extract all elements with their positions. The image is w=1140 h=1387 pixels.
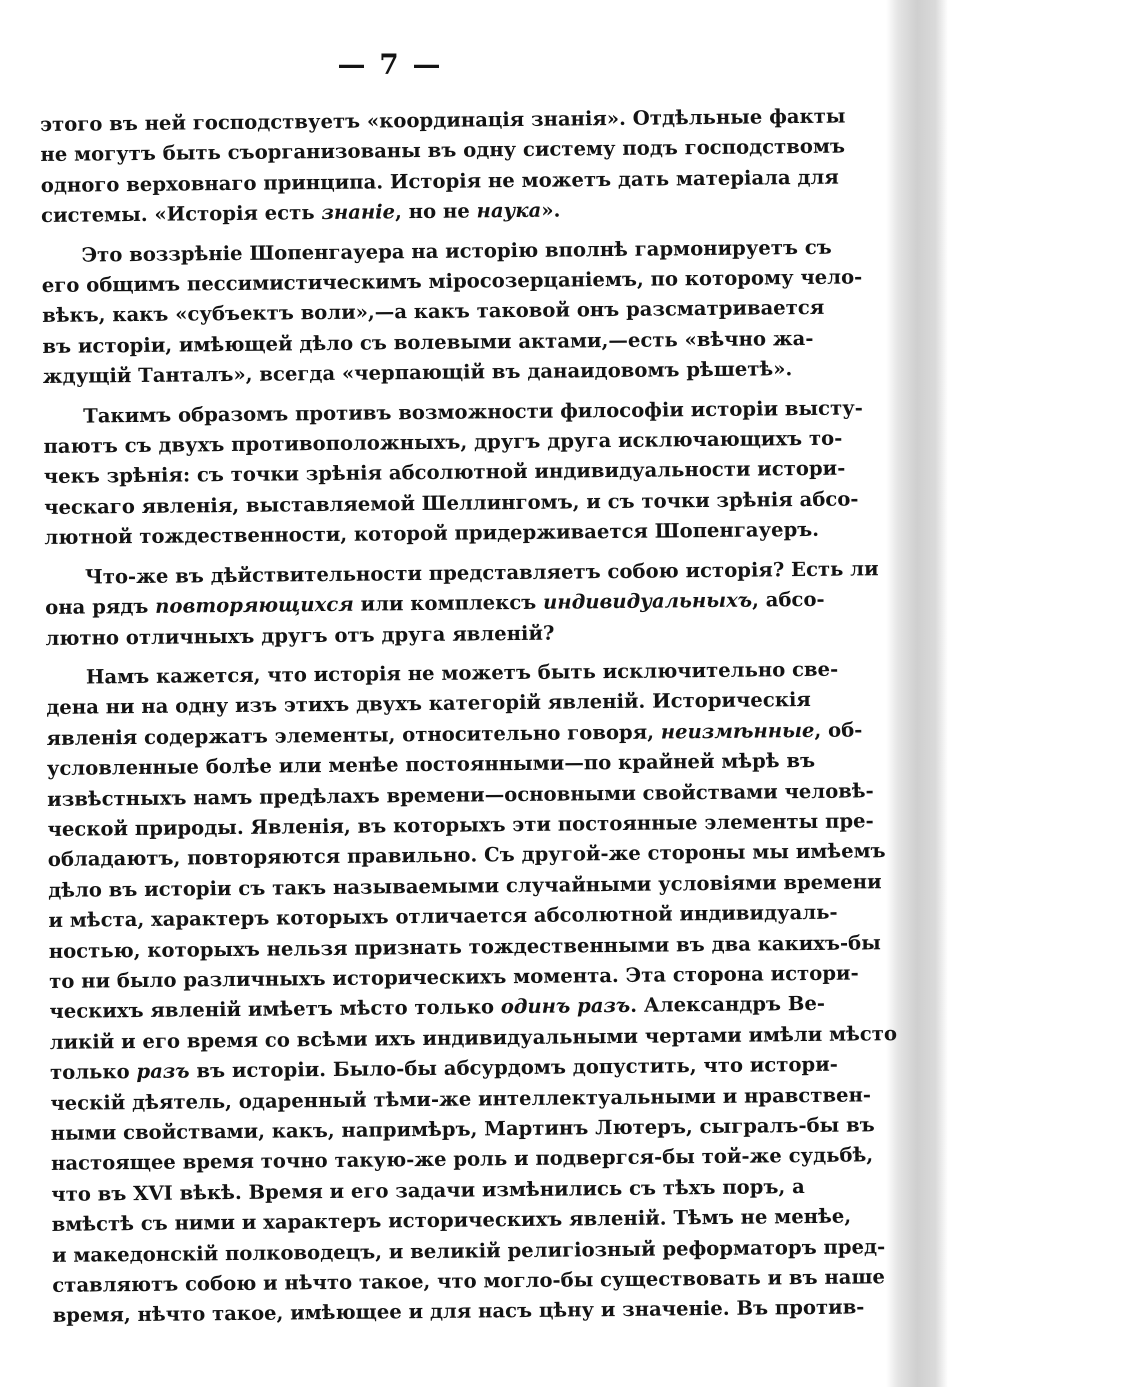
text-run: въ исторіи. Было-бы абсурдомъ допустить, что истори- bbox=[189, 1052, 838, 1083]
body-text bbox=[40, 102, 898, 1340]
text-run: только bbox=[49, 1060, 137, 1085]
text-run: ликій и его время со всѣми ихъ индивидуальными чертами имѣли мѣсто bbox=[49, 1021, 898, 1054]
text-run: ставляютъ собою и нѣчто такое, что могло-бы существовать и въ наше bbox=[52, 1265, 886, 1297]
text-run: системы. «Исторія есть bbox=[40, 201, 322, 228]
text-run: , абсо- bbox=[751, 587, 825, 612]
text-run: чекъ зрѣнія: съ точки зрѣнія абсолютной индивидуальности истори- bbox=[43, 457, 846, 489]
text-run: лютно отличныхъ другъ отъ друга явленій? bbox=[45, 621, 555, 650]
text-run: явленія содержатъ элементы, относительно говоря, bbox=[46, 720, 661, 750]
text-run: то ни было различныхъ историческихъ момента. Эта сторона истори- bbox=[49, 961, 859, 993]
text-run: . Александръ Ве- bbox=[630, 992, 826, 1018]
paragraph bbox=[46, 655, 898, 1332]
text-run: его общимъ пессимистическимъ міросозерцаніемъ, по которому чело- bbox=[41, 265, 863, 298]
text-run: въ исторіи, имѣющей дѣло съ волевыми актами,—есть «вѣчно жа- bbox=[42, 326, 814, 358]
text-run: ностью, которыхъ нельзя признать тождественными въ два какихъ-бы bbox=[48, 930, 881, 963]
text-run: Намъ кажется, что исторія не можетъ быть исключительно све- bbox=[85, 657, 839, 689]
text-run: ческихъ явленій имѣетъ мѣсто только bbox=[49, 995, 501, 1024]
text-run: одного верховнаго принципа. Исторія не можетъ дать матеріала для bbox=[40, 165, 839, 197]
text-run: и македонскій полководецъ, и великій религіозный реформаторъ пред- bbox=[51, 1234, 886, 1267]
italic-text: наука bbox=[476, 198, 542, 223]
page-margin-right bbox=[948, 0, 1140, 1387]
paragraph bbox=[41, 233, 863, 393]
text-line bbox=[42, 355, 793, 393]
text-line bbox=[41, 194, 771, 232]
page-number: — 7 — bbox=[337, 48, 443, 81]
italic-text: знаніе bbox=[321, 200, 396, 225]
text-run: Такимъ образомъ противъ возможности философіи исторіи высту- bbox=[83, 396, 863, 428]
text-run: настоящее время точно такую-же роль и подвергся-бы той-же судьбѣ, bbox=[50, 1143, 874, 1176]
text-run: Что-же въ дѣйствительности представляетъ собою исторія? Есть ли bbox=[84, 556, 879, 589]
text-run: вѣкъ, какъ «субъектъ воли»,—а какъ таковой онъ разсматривается bbox=[42, 296, 825, 328]
italic-text: одинъ разъ bbox=[500, 994, 631, 1019]
text-run: дѣло въ исторіи съ такъ называемыми случайными условіями времени bbox=[48, 869, 882, 902]
text-run: Это воззрѣніе Шопенгауера на исторію вполнѣ гармонируетъ съ bbox=[81, 235, 832, 267]
text-run: или комплексъ bbox=[353, 590, 544, 616]
text-run: паютъ съ двухъ противоположныхъ, другъ друга исключающихъ то- bbox=[43, 426, 843, 459]
text-run: вмѣстѣ съ ними и характеръ историческихъ явленій. Тѣмъ не менѣе, bbox=[51, 1204, 852, 1237]
italic-text: индивидуальныхъ bbox=[542, 588, 753, 614]
text-run: время, нѣчто такое, имѣющее и для насъ цѣну и значеніе. Въ против- bbox=[52, 1295, 865, 1328]
text-run: ждущій Танталъ», всегда «черпающій въ данаидовомъ рѣшетѣ». bbox=[42, 357, 793, 389]
text-run: ными свойствами, какъ, напримѣръ, Мартинъ Лютеръ, сыгралъ-бы въ bbox=[50, 1113, 875, 1145]
text-run: ». bbox=[541, 198, 561, 222]
text-run: , об- bbox=[814, 718, 863, 742]
text-line bbox=[44, 516, 820, 554]
text-run: условленные болѣе или менѣе постоянными—по крайней мѣрѣ въ bbox=[46, 749, 816, 781]
text-run: дена ни на одну изъ этихъ двухъ категорій явленій. Историческія bbox=[46, 688, 811, 720]
text-run: не могутъ быть съорганизованы въ одну систему подъ господствомъ bbox=[40, 134, 846, 167]
paragraph bbox=[43, 394, 863, 554]
text-run: она рядъ bbox=[45, 594, 156, 620]
italic-text: повторяющихся bbox=[155, 592, 354, 618]
text-run: обладаютъ, повторяются правильно. Съ другой-же стороны мы имѣемъ bbox=[47, 839, 886, 872]
text-line bbox=[52, 1294, 865, 1332]
text-run: ческаго явленія, выставляемой Шеллингомъ, и съ точки зрѣнія абсо- bbox=[44, 487, 859, 519]
text-run: что въ XVI вѣкѣ. Время и его задачи измѣнились съ тѣхъ поръ, а bbox=[51, 1174, 805, 1206]
text-run: ческой природы. Явленія, въ которыхъ эти постоянные элементы пре- bbox=[47, 809, 874, 841]
text-run: лютной тождественности, которой придерживается Шопенгауеръ. bbox=[44, 518, 820, 550]
page-gutter-shadow bbox=[886, 0, 948, 1387]
text-run: , но не bbox=[394, 199, 477, 224]
text-run: извѣстныхъ намъ предѣлахъ времени—основными свойствами человѣ- bbox=[47, 778, 874, 811]
italic-text: неизмѣнные bbox=[660, 718, 815, 744]
text-run: и мѣста, характеръ которыхъ отличается абсолютной индивидуаль- bbox=[48, 900, 838, 933]
paragraph bbox=[45, 555, 879, 654]
paragraph bbox=[40, 102, 846, 231]
italic-text: разъ bbox=[136, 1059, 190, 1084]
text-run: этого въ ней господствуетъ «координація знанія». Отдѣльные факты bbox=[40, 104, 846, 136]
text-run: ческій дѣятель, одаренный тѣми-же интеллектуальными и нравствен- bbox=[50, 1082, 872, 1115]
